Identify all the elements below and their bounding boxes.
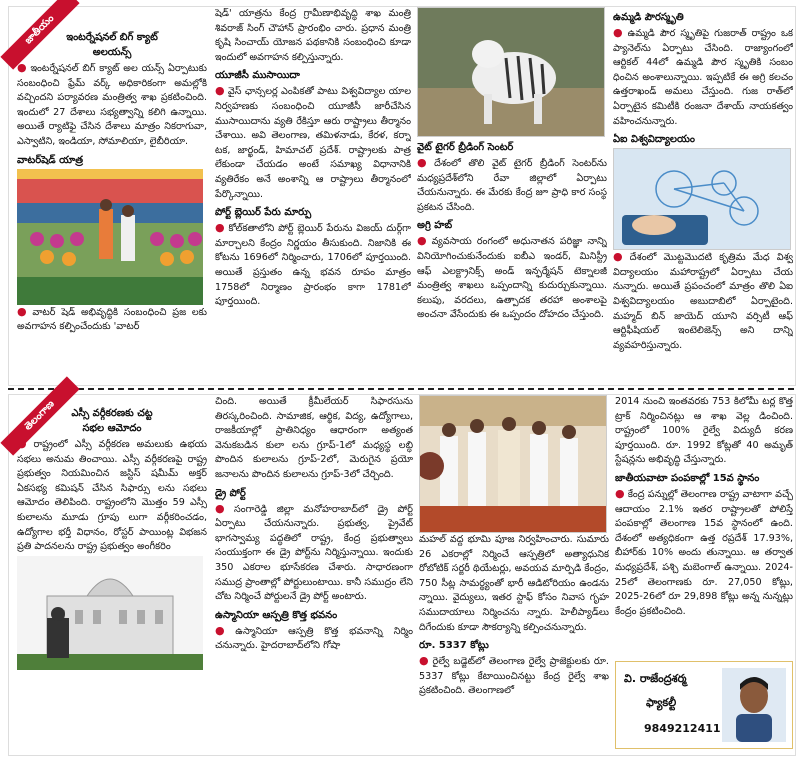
watershed-event-photo bbox=[17, 169, 203, 305]
article-text: కోల్‌కతాలోని పోర్ట్ బ్లెయిర్ పేరును విజయ్ దుర్గ్‌గా మార్చాలని కేంద్రం నిర్ణయం తీసుకుంది. నిజానికి ఈ కోటను 1696లో నిర్మించారు, 1706లో పూర్తయింది. అయితే ప్రస్తుతం ఉన్న భవన రూపం మాత్రం 1758లో నిర్మాణం ప్రారంభం కాగా 1781లో పూర్తయింది. bbox=[215, 223, 411, 308]
watershed-photo-illustration bbox=[17, 169, 203, 305]
author-box bbox=[615, 661, 793, 749]
assembly-building-photo bbox=[17, 556, 203, 670]
article-sc-continued: చింది. అయితే క్రీమీలేయర్ సిఫారసును తిరస్కరించింది. సామాజిక, ఆర్థిక, విద్య, ఉద్యోగాలు, రాజకీయాల్లో ప్రాతినిధ్యం ఆధారంగా అత్యంత వెనుకబడిన కులా లను గ్రూప్-1లో మధ్యస్థ లబ్ధి పొందిన కులాలను గ్రూప్-2లో, మెరుగైన ప్రయో జనాలను పొందిన కులాలను గ్రూప్-3లో చేర్చింది. bbox=[215, 396, 413, 480]
article-agri-hub: ● వ్యవసాయ రంగంలో అధునాతన పరిజ్ఞా నాన్ని వినియోగించుకునేందుకు ఐబీఎ ఇండర్, మినిస్ట్రీ ఆఫ్ ఎలక్ట్రానిక్స్ అండ్ ఇన్ఫర్మేషన్ టెక్నాలజీ మంత్రిత్వ శాఖలు ఒప్పందాన్ని కుదుర్చుకున్నాయి. కలుపు, వరదలు, ఉత్పాదక తరహా అంశాలపై అంచనా వేసేందుకు ఈ ఒప్పందం దోహదం చేస్తుంది. bbox=[417, 234, 607, 321]
top-column-1 bbox=[17, 7, 207, 383]
white-tiger-photo bbox=[417, 7, 605, 137]
heading-dry-port: డ్రై పోర్ట్ bbox=[215, 487, 246, 499]
article-text: దేశంలో మొట్టమొదటి కృత్రిమ మేధ విశ్వ విద్యాలయం మహారాష్ట్రలో ఏర్పాటు చేయ నున్నారు. అయితే ప్రపంచంలో మాత్రం తొలి ఏఐ విశ్వవిద్యాలయం అబుదాబిలో ఏర్పాటైంది. మహ్మద్ బిన్ జాయెద్ యూని వర్సిటీ ఆఫ్ ఆర్టిఫీషియల్ ఇంటెలిజెన్స్ అని దాన్ని వ్యవహరిస్తున్నారు. bbox=[613, 252, 793, 351]
top-column-4 bbox=[613, 7, 793, 383]
bottom-column-1 bbox=[17, 395, 207, 753]
heading-osmania-hospital: ఉస్మానియా ఆస్పత్రి కొత్త భవనం bbox=[215, 609, 338, 621]
article-ai-university: ● దేశంలో మొట్టమొదటి కృత్రిమ మేధ విశ్వ విద్యాలయం మహారాష్ట్రలో ఏర్పాటు చేయ నున్నారు. అయితే ప్రపంచంలో మాత్రం తొలి ఏఐ విశ్వవిద్యాలయం అబుదాబిలో ఏర్పాటైంది. మహ్మద్ బిన్ జాయెద్ యూని వర్సిటీ ఆఫ్ ఆర్టిఫీషియల్ ఇంటెలిజెన్స్ అని దాన్ని వ్యవహరిస్తున్నారు. bbox=[613, 250, 793, 351]
ceremony-illustration bbox=[420, 396, 606, 532]
article-text: వాటర్ షెడ్ అభివృద్ధికి సంబంధించి ప్రజ లకు అవగాహన కల్పించేందుకు 'వాటర్ bbox=[17, 306, 207, 333]
article-text: దేశంలో తొలి వైట్ టైగర్ బ్రీడింగ్ సెంటర్‌ను మధ్యప్రదేశ్‌లోని రేవా జిల్లాలో ఏర్పాటు చేయనున్నారు. ఈ మేరకు కేంద్ర జూ ప్రాధి కార సంస్థ ప్రకటన చేసింది. bbox=[417, 158, 607, 213]
article-sc-classification: ● రాష్ట్రంలో ఎస్సీ వర్గీకరణ అమలుకు ఉభయ సభలు అనుమ తించాయి. ఎస్సీ వర్గీకరణపై రాష్ట్ర ప్రభుత్వం నియమించిన జస్టిస్ షమీమ్ అక్తర్ ఏకసభ్య కమిషన్ చేసిన సిఫార్సు లను సభలు ఆమోదం తెలిపింది. రాష్ట్రంలోని మొత్తం 59 ఎస్సీ కులాలను మూడు గ్రూపు లుగా వర్గీకరించడం, ఉద్యోగాల భర్తీ విధానం, రోస్టర్ పాయింట్ల విభజన ప్రతి పాదనలను రాష్ట్ర ప్రభుత్వం అంగీకరిం bbox=[17, 437, 207, 553]
article-text: వ్యవసాయ రంగంలో అధునాతన పరిజ్ఞా నాన్ని వినియోగించుకునేందుకు ఐబీఎ ఇండర్, మినిస్ట్రీ ఆఫ్ ఎలక్ట్రానిక్స్ అండ్ ఇన్ఫర్మేషన్ టెక్నాలజీ మంత్రిత్వ శాఖలు ఒప్పందాన్ని కుదుర్చుకున్నాయి. కలుపు, వరదలు, ఉత్పాదక తరహా అంశాలపై అంచనా వేసేందుకు ఈ ఒప్పందం దోహదం చేస్తుంది. bbox=[417, 236, 607, 321]
top-column-3 bbox=[417, 7, 607, 383]
bottom-column-4 bbox=[615, 395, 793, 657]
article-port-blair: ● కోల్‌కతాలోని పోర్ట్ బ్లెయిర్ పేరును విజయ్ దుర్గ్‌గా మార్చాలని కేంద్రం నిర్ణయం తీసుకుంది. నిజానికి ఈ కోటను 1696లో నిర్మించారు, 1706లో పూర్తయింది. అయితే ప్రస్తుతం ఉన్న భవన రూపం మాత్రం 1758లో నిర్మాణం ప్రారంభం కాగా 1781లో పూర్తయింది. bbox=[215, 221, 411, 308]
article-text: కేంద్ర పన్నుల్లో తెలంగాణ రాష్ట్ర వాటాగా వచ్చే ఆదాయం 2.1% ఇతర రాష్ట్రాలతో పోలిస్తే పంపకాల్లో తెలంగాణ 15వ స్థానంలో ఉంది. దేశంలో అత్యధికంగా ఉత్త రప్రదేశ్ 17.93%, బీహార్‌కు 10% అందు తున్నాయి. ఆ తర్వాత మధ్యప్రదేశ్, పశ్చి మబెంగాల్ ఉన్నాయి. 2024-25లో తెలంగాణకు రూ. 27,050 కోట్లు, 2025-26లో రూ 29,898 కోట్లు అన్న నున్నట్లు కేంద్రం ప్రకటించింది. bbox=[615, 488, 793, 617]
article-railway-continued: 2014 నుంచి ఇంతవరకు 753 కిలోమీ టర్ల కొత్త ట్రాక్ నిర్మించినట్లు ఆ శాఖ వెల్ల డించింది. రాష్ట్రంలో 100% రైల్వే విద్యుదీ కరణ పూర్తయింది. రూ. 1992 కోట్లతో 40 అమృత్ స్టేషన్లను అభివృద్ధి చేస్తున్నారు. bbox=[615, 396, 793, 466]
article-uniform-civil-code: ● ఉమ్మడి పౌర స్మృతిపై గుజరాత్ రాష్ట్రం ఒక ప్యానెల్‌ను ఏర్పాటు చేసింది. రాజ్యాంగంలో ఆర్టికల్ 44లో ఉమ్మడి పౌర స్మృతికి సంబం ధించిన అంశాలున్నాయి. ఇప్పటికే ఈ అగ్రి కలచం ఉత్తరాఖండ్ అమలు చేస్తుంది. గుజ రాత్‌లో ఏర్పాటైన కమిటీకి రంజనా దేశాయ్ నాయకత్వం వహించనున్నారు. bbox=[613, 26, 793, 127]
heading-line-1: ఇంటర్నేషనల్ బిగ్ క్యాట్ bbox=[66, 32, 158, 43]
heading-agri-hub: అగ్రి హబ్ bbox=[417, 220, 453, 232]
heading-watershed-yatra: వాటర్‌షెడ్ యాత్ర bbox=[17, 154, 83, 166]
bottom-column-3 bbox=[419, 395, 609, 753]
author-phone: 9849212411 bbox=[644, 722, 721, 735]
article-text: సంగారెడ్డి జిల్లా మనోహరాబాద్‌లో డ్రై పోర్ట్ ఏర్పాటు చేయనున్నారు. ప్రభుత్వ, ప్రైవేట్ భాగస్వామ్య పద్ధతిలో రాష్ట్ర, కేంద్ర ప్రభుత్వాలు సంయుక్తంగా ఈ డ్రై పోర్ట్‌ను నిర్మిస్తున్నాయి. ఇందుకు 350 ఎకరాల భూసేకరణ చేశారు. సాధారణంగా సముద్ర ప్రాంతాల్లో పోర్టులుంటాయి. కానీ సముద్రం లేని చోట నిర్మించే పోర్టులనే డ్రై పోర్ట్ అంటారు. bbox=[215, 503, 413, 603]
assembly-illustration bbox=[17, 556, 203, 670]
author-portrait bbox=[722, 668, 786, 742]
heading-line-2: సభల ఆమోదం bbox=[82, 423, 142, 434]
ai-illustration bbox=[614, 149, 790, 249]
heading-railway-allocation: రూ. 5337 కోట్లు bbox=[419, 640, 489, 652]
article-text: వైస్ ఛాన్సలర్ల ఎంపికతో పాటు విశ్వవిద్యాల యాల నిర్వహణకు సంబంధించి యూజీసీ జారీచేసిన ముసాయిదాను వ్యతి రేకిస్తూ ఆరు రాష్ట్రాలు తీర్మానం చేశాయి. అవి తెలంగాణ, తమిళనాడు, కేరళ, కర్నా టక, జార్ఖండ్, హిమాచల్ ప్రదేశ్. రాష్ట్రాలకు పాత్ర లేకుండా చేయడం అంటే సమాఖ్య విధానానికి వ్యతిరేకం అనే అంశాన్ని ఆ రాష్ట్రాలు తీర్మానంలో పేర్కొన్నాయి. bbox=[215, 86, 411, 200]
article-watershed-continued: షెడ్' యాత్రను కేంద్ర గ్రామీణాభివృద్ధి శాఖ మంత్రి శివరాజ్ సింగ్ చౌహాన్ ప్రారంభిం చారు. ప్రధాన మంత్రి కృషి సించాయ్ యోజన పథకానికి సంబంధించి కూడా ఇందులో అవగాహన కల్పిస్తున్నారు. bbox=[215, 8, 411, 63]
heading-ai-university: ఏఐ విశ్వవిద్యాలయం bbox=[613, 134, 695, 146]
national-section bbox=[8, 6, 796, 386]
article-osmania-continued: మహల్ వద్ద భూమి పూజ నిర్వహించారు. సుమారు 26 ఎకరాల్లో నిర్మించే ఆస్పత్రిలో అత్యాధునిక రోబోటిక్ సర్జరీ థియేటర్లు, అవయవ మార్పిడి కేంద్రం, 750 సీట్ల సామర్థ్యంతో భారీ ఆడిటోరియం ఉండను న్నాయి. వైద్యులు, ఇతర స్టాఫ్ కోసం నివాస గృహ సముదాయాలు నిర్మించను న్నారు. హెలీప్యాడ్‌లు దిగేందుకు కూడా సౌకర్యాన్ని కల్పించనున్నారు. bbox=[419, 534, 609, 633]
article-railway-allocation: ● రైల్వే బడ్జెట్‌లో తెలంగాణ రైల్వే ప్రాజెక్టులకు రూ. 5337 కోట్లు కేటాయించినట్టు కేంద్ర రైల్వే శాఖ ప్రకటించింది. తెలంగాణలో bbox=[419, 654, 609, 697]
heading-line-2: అలయన్స్ bbox=[92, 47, 132, 58]
article-tax-share: ● కేంద్ర పన్నుల్లో తెలంగాణ రాష్ట్ర వాటాగా వచ్చే ఆదాయం 2.1% ఇతర రాష్ట్రాలతో పోలిస్తే పంపకాల్లో తెలంగాణ 15వ స్థానంలో ఉంది. దేశంలో అత్యధికంగా ఉత్త రప్రదేశ్ 17.93%, బీహార్‌కు 10% అందు తున్నాయి. ఆ తర్వాత మధ్యప్రదేశ్, పశ్చి మబెంగాల్ ఉన్నాయి. 2024-25లో తెలంగాణకు రూ. 27,050 కోట్లు, 2025-26లో రూ 29,898 కోట్లు అన్న నున్నట్లు కేంద్రం ప్రకటించింది. bbox=[615, 486, 793, 617]
heading-line-1: ఎస్సీ వర్గీకరణకు చట్ట bbox=[71, 408, 153, 419]
white-tiger-illustration bbox=[418, 8, 604, 136]
bottom-column-2 bbox=[215, 395, 413, 753]
article-osmania-hospital: ● ఉస్మానియా ఆస్పత్రి కొత్త భవనాన్ని నిర్మిం చనున్నారు. హైదరాబాద్‌లోని గోషా bbox=[215, 623, 413, 652]
article-ugc-draft: ● వైస్ ఛాన్సలర్ల ఎంపికతో పాటు విశ్వవిద్యాల యాల నిర్వహణకు సంబంధించి యూజీసీ జారీచేసిన ముసాయిదాను వ్యతి రేకిస్తూ ఆరు రాష్ట్రాలు తీర్మానం చేశాయి. అవి తెలంగాణ, తమిళనాడు, కేరళ, కర్నా టక, జార్ఖండ్, హిమాచల్ ప్రదేశ్. రాష్ట్రాలకు పాత్ర లేకుండా చేయడం అంటే సమాఖ్య విధానానికి వ్యతిరేకం అనే అంశాన్ని ఆ రాష్ట్రాలు తీర్మానంలో పేర్కొన్నాయి. bbox=[215, 84, 411, 200]
section-tag-national: జాతీయం bbox=[0, 0, 79, 70]
article-text: ఇంటర్నేషనల్ బిగ్ క్యాట్ అల యన్స్ ఏర్పాటుకు సంబంధించి ఫ్రేమ్ వర్క్ అధికారికంగా అమల్లోకి వచ్చిందని పర్యావరణ మంత్రిత్వ శాఖ ప్రకటించింది. ఇందులో 27 దేశాలు సభ్యత్వాన్ని కలిగి ఉన్నాయి. అయితే ర్యాటిఫై చేసిన దేశాలు మాత్రం నికరాగువా, ఎస్వాటిని, ఇండియా, సోమాలియా, లైబీరియా. bbox=[17, 63, 207, 147]
author-role: ఫ్యాకల్టీ bbox=[646, 696, 677, 709]
heading-uniform-civil-code: ఉమ్మడి పౌరస్మృతి bbox=[613, 12, 684, 23]
author-name: వి. రాజేంద్రశర్మ bbox=[624, 672, 687, 685]
article-white-tiger-center: ● దేశంలో తొలి వైట్ టైగర్ బ్రీడింగ్ సెంటర్‌ను మధ్యప్రదేశ్‌లోని రేవా జిల్లాలో ఏర్పాటు చేయనున్నారు. ఈ మేరకు కేంద్ర జూ ప్రాధి కార సంస్థ ప్రకటన చేసింది. bbox=[417, 156, 607, 213]
article-watershed: ● వాటర్ షెడ్ అభివృద్ధికి సంబంధించి ప్రజ లకు అవగాహన కల్పించేందుకు 'వాటర్ bbox=[17, 304, 207, 333]
author-photo bbox=[722, 668, 786, 742]
heading-tax-share: జాతీయవాటా పంపకాల్లో 15వ స్థానం bbox=[615, 472, 760, 484]
article-big-cat-alliance: ● ఇంటర్నేషనల్ బిగ్ క్యాట్ అల యన్స్ ఏర్పాటుకు సంబంధించి ఫ్రేమ్ వర్క్ అధికారికంగా అమల్లోకి వచ్చిందని పర్యావరణ మంత్రిత్వ శాఖ ప్రకటించింది. ఇందులో 27 దేశాలు సభ్యత్వాన్ని కలిగి ఉన్నాయి. అయితే ర్యాటిఫై చేసిన దేశాలు మాత్రం నికరాగువా, ఎస్వాటిని, ఇండియా, సోమాలియా, లైబీరియా. bbox=[17, 61, 207, 147]
foundation-ceremony-photo bbox=[419, 395, 607, 533]
heading-big-cat-alliance bbox=[17, 30, 207, 60]
article-text: ఉమ్మడి పౌర స్మృతిపై గుజరాత్ రాష్ట్రం ఒక ప్యానెల్‌ను ఏర్పాటు చేసింది. రాజ్యాంగంలో ఆర్టికల్ 44లో ఉమ్మడి పౌర స్మృతికి సంబం ధించిన అంశాలున్నాయి. ఇప్పటికే ఈ అగ్రి కలచం ఉత్తరాఖండ్ అమలు చేస్తుంది. గుజ రాత్‌లో ఏర్పాటైన కమిటీకి రంజనా దేశాయ్ నాయకత్వం వహించనున్నారు. bbox=[613, 28, 793, 127]
section-divider bbox=[8, 388, 794, 390]
section-tag-telangana: తెలంగాణ bbox=[0, 376, 79, 455]
article-text: ఉస్మానియా ఆస్పత్రి కొత్త భవనాన్ని నిర్మిం చనున్నారు. హైదరాబాద్‌లోని గోషా bbox=[215, 625, 413, 652]
heading-sc-classification bbox=[17, 406, 207, 436]
telangana-section bbox=[8, 394, 796, 756]
article-dry-port: ● సంగారెడ్డి జిల్లా మనోహరాబాద్‌లో డ్రై పోర్ట్ ఏర్పాటు చేయనున్నారు. ప్రభుత్వ, ప్రైవేట్ భాగస్వామ్య పద్ధతిలో రాష్ట్ర, కేంద్ర ప్రభుత్వాలు సంయుక్తంగా ఈ డ్రై పోర్ట్‌ను నిర్మిస్తున్నాయి. ఇందుకు 350 ఎకరాల భూసేకరణ చేశారు. సాధారణంగా సముద్ర ప్రాంతాల్లో పోర్టులుంటాయి. కానీ సముద్రం లేని చోట నిర్మించే పోర్టులనే డ్రై పోర్ట్ అంటారు. bbox=[215, 501, 413, 603]
article-text: రాష్ట్రంలో ఎస్సీ వర్గీకరణ అమలుకు ఉభయ సభలు అనుమ తించాయి. ఎస్సీ వర్గీకరణపై రాష్ట్ర ప్రభుత్వం నియమించిన జస్టిస్ షమీమ్ అక్తర్ ఏకసభ్య కమిషన్ చేసిన సిఫార్సు లను సభలు ఆమోదం తెలిపింది. రాష్ట్రంలోని మొత్తం 59 ఎస్సీ కులాలను మూడు గ్రూపు లుగా వర్గీకరించడం, ఉద్యోగాల భర్తీ విధానం, రోస్టర్ పాయింట్ల విభజన ప్రతి పాదనలను రాష్ట్ర ప్రభుత్వం అంగీకరిం bbox=[17, 439, 207, 553]
heading-port-blair: పోర్ట్ బ్లెయిర్ పేరు మార్పు bbox=[215, 207, 312, 219]
article-text: రైల్వే బడ్జెట్‌లో తెలంగాణ రైల్వే ప్రాజెక్టులకు రూ. 5337 కోట్లు కేటాయించినట్టు కేంద్ర రైల్వే శాఖ ప్రకటించింది. తెలంగాణలో bbox=[419, 656, 609, 697]
heading-white-tiger-center: వైట్ టైగర్ బ్రీడింగ్ సెంటర్ bbox=[417, 142, 514, 153]
top-column-2 bbox=[215, 7, 411, 383]
heading-ugc-draft: యూజీసీ ముసాయిదా bbox=[215, 70, 300, 82]
ai-university-photo bbox=[613, 148, 791, 250]
